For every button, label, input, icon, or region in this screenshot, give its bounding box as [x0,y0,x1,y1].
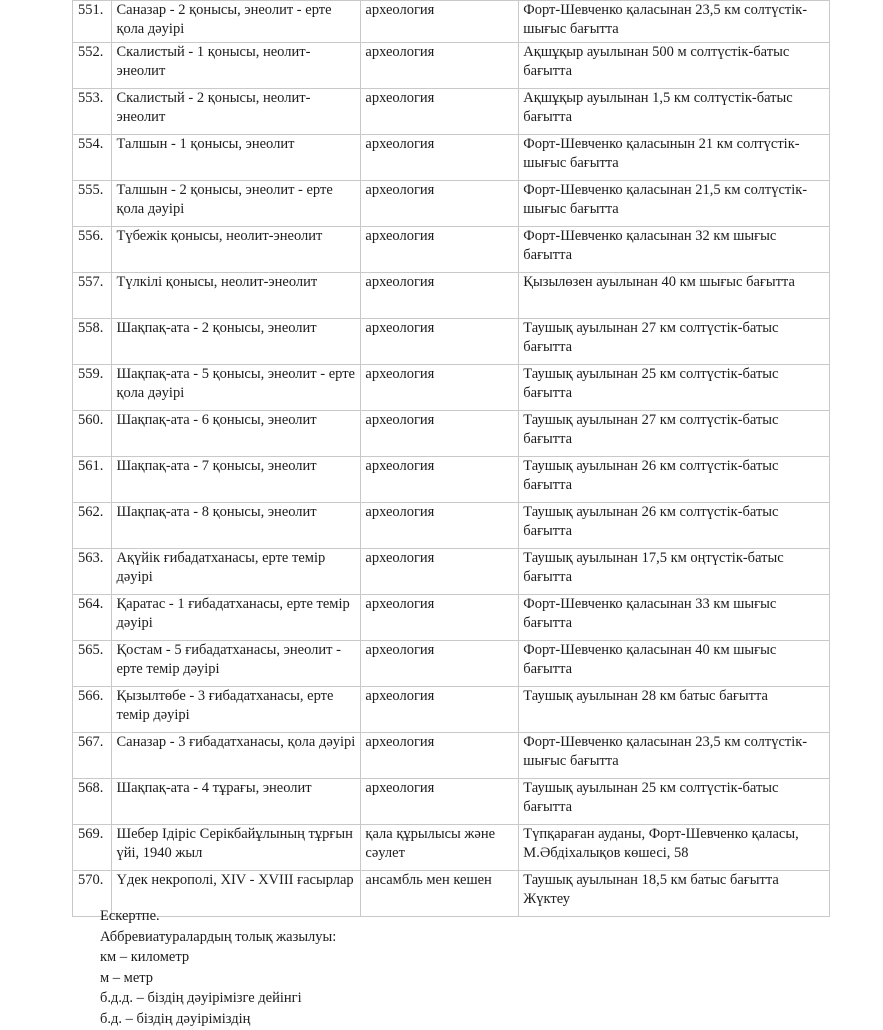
monument-category: археология [361,411,519,457]
row-number: 570. [73,871,112,917]
monument-name: Талшын - 2 қонысы, энеолит - ерте қола дәуірі [112,181,361,227]
table-row [73,825,830,871]
table-row [73,733,830,779]
monument-location: Форт-Шевченко қаласынан 21,5 км солтүстік-шығыс бағытта [519,181,830,227]
notes-title: Ескертпе. [100,908,160,924]
monument-name: Талшын - 1 қонысы, энеолит [112,135,361,181]
monument-name: Шақпақ-ата - 5 қонысы, энеолит - ерте қола дәуірі [112,365,361,411]
row-number: 569. [73,825,112,871]
monument-location: Форт-Шевченко қаласынан 40 км шығыс бағытта [519,641,830,687]
row-number: 556. [73,227,112,273]
monument-category: археология [361,733,519,779]
monument-category: археология [361,365,519,411]
table-row [73,43,830,89]
row-number: 564. [73,595,112,641]
monument-name: Шақпақ-ата - 7 қонысы, энеолит [112,457,361,503]
row-number: 553. [73,89,112,135]
monument-location: Таушық ауылынан 27 км солтүстік-батыс бағытта [519,319,830,365]
row-number: 563. [73,549,112,595]
row-number: 567. [73,733,112,779]
monument-name: Скалистый - 1 қонысы, неолит-энеолит [112,43,361,89]
table-row [73,503,830,549]
monument-category: археология [361,457,519,503]
table-row [73,1,830,43]
table-row [73,319,830,365]
row-number: 565. [73,641,112,687]
row-number: 558. [73,319,112,365]
monument-location: Форт-Шевченко қаласынын 21 км солтүстік-шығыс бағытта [519,135,830,181]
monument-category: археология [361,549,519,595]
table-row [73,181,830,227]
monument-name: Түлкілі қонысы, неолит-энеолит [112,273,361,319]
table-row [73,549,830,595]
row-number: 557. [73,273,112,319]
monument-location: Таушық ауылынан 17,5 км оңтүстік-батыс бағытта [519,549,830,595]
monument-name: Саназар - 3 ғибадатханасы, қола дәуірі [112,733,361,779]
monument-category: археология [361,273,519,319]
table-row [73,641,830,687]
monument-name: Үдек некрополі, XIV - XVIII ғасырлар [112,871,361,917]
table-row [73,595,830,641]
monument-name: Қостам - 5 ғибадатханасы, энеолит - ерте темір дәуірі [112,641,361,687]
monument-location: Таушық ауылынан 28 км батыс бағытта [519,687,830,733]
monument-location: Форт-Шевченко қаласынан 32 км шығыс бағытта [519,227,830,273]
row-number: 555. [73,181,112,227]
row-number: 568. [73,779,112,825]
monument-category: археология [361,1,519,43]
table-row [73,411,830,457]
abbreviation-km: км – километр [100,949,190,966]
monument-category: археология [361,595,519,641]
monument-name: Қаратас - 1 ғибадатханасы, ерте темір дәуірі [112,595,361,641]
notes-subtitle: Аббревиатуралардың толық жазылуы: [100,928,337,945]
monument-location: Ақшұқыр ауылынан 500 м солтүстік-батыс бағытта [519,43,830,89]
table-row [73,89,830,135]
monument-location: Таушық ауылынан 27 км солтүстік-батыс бағытта [519,411,830,457]
monument-name: Шақпақ-ата - 2 қонысы, энеолит [112,319,361,365]
monument-location: Ақшұқыр ауылынан 1,5 км солтүстік-батыс бағытта [519,89,830,135]
table-row [73,365,830,411]
row-number: 561. [73,457,112,503]
table-row [73,687,830,733]
monument-location: Таушық ауылынан 25 км солтүстік-батыс бағытта [519,365,830,411]
monument-location: Таушық ауылынан 26 км солтүстік-батыс бағытта [519,503,830,549]
monument-category: археология [361,319,519,365]
monument-name: Шебер Ідіріс Серікбайұлының тұрғын үйі, 1940 жыл [112,825,361,871]
monument-category: археология [361,43,519,89]
monument-location: Таушық ауылынан 26 км солтүстік-батыс бағытта [519,457,830,503]
monument-category: ансамбль мен кешен [361,871,519,917]
table-row [73,457,830,503]
monument-category: археология [361,503,519,549]
abbreviation-bdd: б.д.д. – біздің дәуірімізге дейінгі [100,990,302,1007]
table-body [73,1,830,917]
monument-name: Шақпақ-ата - 4 тұрағы, энеолит [112,779,361,825]
row-number: 554. [73,135,112,181]
monument-category: археология [361,181,519,227]
monuments-table [72,0,830,917]
monument-location: Форт-Шевченко қаласынан 23,5 км солтүстік-шығыс бағытта [519,733,830,779]
monument-name: Түбежік қонысы, неолит-энеолит [112,227,361,273]
row-number: 566. [73,687,112,733]
monument-category: археология [361,641,519,687]
monument-location: Форт-Шевченко қаласынан 23,5 км солтүстік-шығыс бағытта [519,1,830,43]
monument-category: археология [361,89,519,135]
monument-name: Саназар - 2 қонысы, энеолит - ерте қола дәуірі [112,1,361,43]
row-number: 559. [73,365,112,411]
monument-location: Түпқараған ауданы, Форт-Шевченко қаласы, М.Әбдіхалықов көшесі, 58 [519,825,830,871]
monument-category: археология [361,227,519,273]
monument-category: археология [361,135,519,181]
table-row [73,135,830,181]
monument-location: Форт-Шевченко қаласынан 33 км шығыс бағытта [519,595,830,641]
monument-name: Қызылтөбе - 3 ғибадатханасы, ерте темір дәуірі [112,687,361,733]
monument-name: Шақпақ-ата - 6 қонысы, энеолит [112,411,361,457]
table-row [73,273,830,319]
monument-name: Шақпақ-ата - 8 қонысы, энеолит [112,503,361,549]
notes-section [100,906,336,1030]
monument-name: Ақүйік ғибадатханасы, ерте темір дәуірі [112,549,361,595]
row-number: 562. [73,503,112,549]
monument-name: Скалистый - 2 қонысы, неолит-энеолит [112,89,361,135]
table-row [73,779,830,825]
monument-location: Таушық ауылынан 25 км солтүстік-батыс бағытта [519,779,830,825]
monument-location: Таушық ауылынан 18,5 км батыс бағытта Жүктеу [519,871,830,917]
row-number: 552. [73,43,112,89]
monument-category: қала құрылысы және сәулет [361,825,519,871]
monument-location: Қызылөзен ауылынан 40 км шығыс бағытта [519,273,830,319]
monument-category: археология [361,779,519,825]
abbreviation-m: м – метр [100,969,154,986]
table-row [73,227,830,273]
row-number: 551. [73,1,112,43]
row-number: 560. [73,411,112,457]
abbreviation-bd: б.д. – біздің дәуіріміздің [100,1010,251,1027]
monument-category: археология [361,687,519,733]
